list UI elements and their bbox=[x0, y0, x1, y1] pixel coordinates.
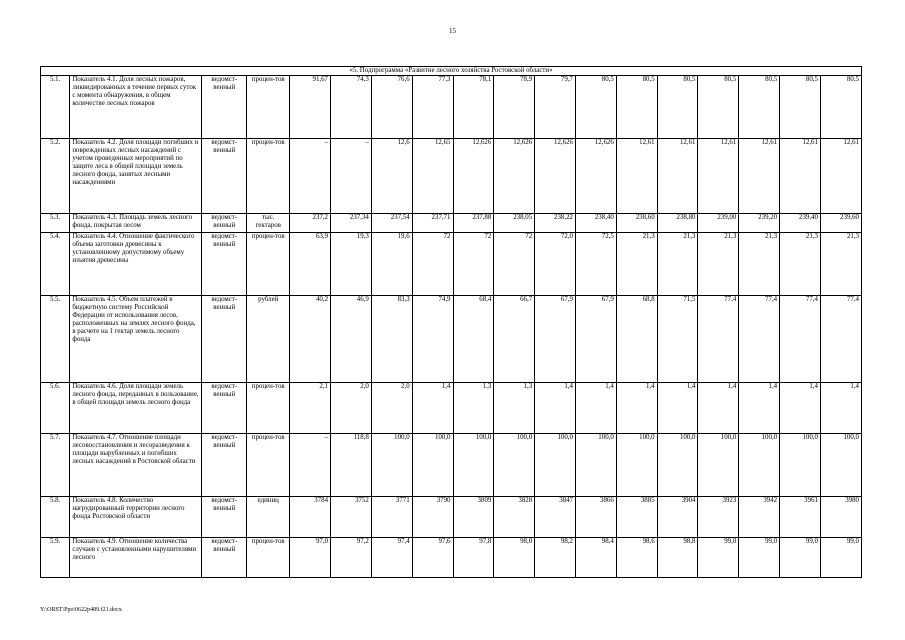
value-cell: 100,0 bbox=[739, 434, 780, 497]
value-cell: 74,3 bbox=[331, 76, 372, 139]
value-cell: 239,60 bbox=[820, 214, 861, 233]
value-cell: 1,3 bbox=[453, 383, 494, 434]
value-cell: 21,3 bbox=[698, 233, 739, 296]
indicators-table bbox=[40, 66, 862, 578]
row-number: 5.3. bbox=[41, 214, 70, 233]
value-cell: 77,3 bbox=[412, 76, 453, 139]
file-path-footer: Y:\ORST\Ppo\0622p489.f21.docx bbox=[40, 607, 122, 613]
value-cell: 3784 bbox=[290, 497, 331, 538]
indicator-name: Показатель 4.1. Доля лесных пожаров, ликвидированных в течение первых суток с момента обнаружения, в общем количестве лесных пожаров bbox=[70, 76, 202, 139]
value-cell: 3942 bbox=[739, 497, 780, 538]
value-cell: 74,9 bbox=[412, 296, 453, 383]
value-cell: 12,61 bbox=[698, 139, 739, 214]
value-cell: 98,8 bbox=[657, 538, 698, 578]
value-cell: 100,0 bbox=[698, 434, 739, 497]
value-cell: 3961 bbox=[780, 497, 821, 538]
value-cell: 99,0 bbox=[739, 538, 780, 578]
table-row bbox=[41, 76, 862, 139]
value-cell: 79,7 bbox=[535, 76, 576, 139]
value-cell: 66,7 bbox=[494, 296, 535, 383]
value-cell: 12,626 bbox=[575, 139, 616, 214]
indicator-name: Показатель 4.7. Отношение площади лесовосстановления и лесоразведения к площади вырубленных и погибших лесных насаждений в Ростовской области bbox=[70, 434, 202, 497]
value-cell: 83,3 bbox=[371, 296, 412, 383]
value-cell: 238,22 bbox=[535, 214, 576, 233]
value-cell: 40,2 bbox=[290, 296, 331, 383]
page-number: 15 bbox=[449, 27, 456, 35]
value-cell: – bbox=[290, 434, 331, 497]
value-cell: 99,0 bbox=[698, 538, 739, 578]
unit-of-measure: процен-тов bbox=[247, 538, 290, 578]
value-cell: 1,4 bbox=[739, 383, 780, 434]
value-cell: 3866 bbox=[575, 497, 616, 538]
value-cell: 12,6 bbox=[371, 139, 412, 214]
value-cell: 21,3 bbox=[657, 233, 698, 296]
value-cell: 46,9 bbox=[331, 296, 372, 383]
value-cell: 12,61 bbox=[739, 139, 780, 214]
value-cell: 80,5 bbox=[780, 76, 821, 139]
value-cell: 100,0 bbox=[371, 434, 412, 497]
value-cell: 78,9 bbox=[494, 76, 535, 139]
value-cell: 1,4 bbox=[820, 383, 861, 434]
table-row bbox=[41, 139, 862, 214]
value-cell: 63,9 bbox=[290, 233, 331, 296]
row-number: 5.2. bbox=[41, 139, 70, 214]
value-cell: 237,54 bbox=[371, 214, 412, 233]
value-cell: 12,65 bbox=[412, 139, 453, 214]
value-cell: 100,0 bbox=[535, 434, 576, 497]
table-row bbox=[41, 233, 862, 296]
value-cell: 100,0 bbox=[616, 434, 657, 497]
table-row bbox=[41, 434, 862, 497]
value-cell: 78,1 bbox=[453, 76, 494, 139]
value-cell: 237,88 bbox=[453, 214, 494, 233]
value-cell: 1,4 bbox=[616, 383, 657, 434]
data-source: ведомст-венный bbox=[202, 233, 247, 296]
value-cell: 80,5 bbox=[616, 76, 657, 139]
data-source: ведомст-венный bbox=[202, 497, 247, 538]
value-cell: – bbox=[331, 139, 372, 214]
indicator-name: Показатель 4.5. Объем платежей в бюджетную систему Российской Федерации от использования лесов, расположенных на землях лесного фонда, в расчете на 1 гектар земель лесного фонда bbox=[70, 296, 202, 383]
value-cell: 239,00 bbox=[698, 214, 739, 233]
table-row bbox=[41, 538, 862, 578]
value-cell: 76,6 bbox=[371, 76, 412, 139]
value-cell: 12,61 bbox=[657, 139, 698, 214]
table-row bbox=[41, 214, 862, 233]
unit-of-measure: процен-тов bbox=[247, 139, 290, 214]
value-cell: 100,0 bbox=[494, 434, 535, 497]
value-cell: 67,9 bbox=[575, 296, 616, 383]
value-cell: 1,4 bbox=[657, 383, 698, 434]
value-cell: 3885 bbox=[616, 497, 657, 538]
data-source: ведомст-венный bbox=[202, 296, 247, 383]
value-cell: 2,0 bbox=[371, 383, 412, 434]
row-number: 5.8. bbox=[41, 497, 70, 538]
value-cell: 100,0 bbox=[453, 434, 494, 497]
value-cell: 1,3 bbox=[494, 383, 535, 434]
unit-of-measure: единиц bbox=[247, 497, 290, 538]
value-cell: 68,4 bbox=[453, 296, 494, 383]
value-cell: 12,626 bbox=[453, 139, 494, 214]
value-cell: – bbox=[290, 139, 331, 214]
value-cell: 3847 bbox=[535, 497, 576, 538]
value-cell: 68,8 bbox=[616, 296, 657, 383]
value-cell: 91,67 bbox=[290, 76, 331, 139]
indicator-name: Показатель 4.6. Доля площади земель лесного фонда, переданных в пользование, в общей площади земель лесного фонда bbox=[70, 383, 202, 434]
indicator-name: Показатель 4.2. Доля площади погибших и поврежденных лесных насаждений с учетом проведенных мероприятий по защите леса в общей площади земель лесного фонда, занятых лесными насаждениями bbox=[70, 139, 202, 214]
row-number: 5.1. bbox=[41, 76, 70, 139]
value-cell: 71,5 bbox=[657, 296, 698, 383]
value-cell: 97,0 bbox=[290, 538, 331, 578]
value-cell: 98,0 bbox=[494, 538, 535, 578]
value-cell: 1,4 bbox=[780, 383, 821, 434]
value-cell: 118,8 bbox=[331, 434, 372, 497]
row-number: 5.7. bbox=[41, 434, 70, 497]
value-cell: 1,4 bbox=[535, 383, 576, 434]
data-source: ведомст-венный bbox=[202, 538, 247, 578]
data-source: ведомст-венный bbox=[202, 214, 247, 233]
value-cell: 77,4 bbox=[739, 296, 780, 383]
value-cell: 100,0 bbox=[780, 434, 821, 497]
unit-of-measure: процен-тов bbox=[247, 383, 290, 434]
value-cell: 238,05 bbox=[494, 214, 535, 233]
table-row bbox=[41, 383, 862, 434]
value-cell: 238,40 bbox=[575, 214, 616, 233]
row-number: 5.4. bbox=[41, 233, 70, 296]
value-cell: 3980 bbox=[820, 497, 861, 538]
value-cell: 21,3 bbox=[820, 233, 861, 296]
row-number: 5.5. bbox=[41, 296, 70, 383]
value-cell: 238,80 bbox=[657, 214, 698, 233]
value-cell: 77,4 bbox=[698, 296, 739, 383]
value-cell: 100,0 bbox=[575, 434, 616, 497]
value-cell: 3790 bbox=[412, 497, 453, 538]
indicator-name: Показатель 4.8. Количество нагрудированный территории лесного фонда Ростовской области bbox=[70, 497, 202, 538]
value-cell: 239,40 bbox=[780, 214, 821, 233]
value-cell: 100,0 bbox=[412, 434, 453, 497]
value-cell: 21,3 bbox=[616, 233, 657, 296]
table-row bbox=[41, 296, 862, 383]
value-cell: 100,0 bbox=[657, 434, 698, 497]
value-cell: 72 bbox=[494, 233, 535, 296]
row-number: 5.9. bbox=[41, 538, 70, 578]
value-cell: 12,61 bbox=[616, 139, 657, 214]
value-cell: 1,4 bbox=[575, 383, 616, 434]
value-cell: 99,0 bbox=[820, 538, 861, 578]
value-cell: 12,626 bbox=[494, 139, 535, 214]
value-cell: 2,1 bbox=[290, 383, 331, 434]
value-cell: 80,5 bbox=[739, 76, 780, 139]
data-source: ведомст-венный bbox=[202, 383, 247, 434]
value-cell: 19,6 bbox=[371, 233, 412, 296]
indicator-name: Показатель 4.9. Отношение количества случаев с установленными нарушителями лесного bbox=[70, 538, 202, 578]
unit-of-measure: тыс. гектаров bbox=[247, 214, 290, 233]
value-cell: 3828 bbox=[494, 497, 535, 538]
value-cell: 99,0 bbox=[780, 538, 821, 578]
data-source: ведомст-венный bbox=[202, 76, 247, 139]
value-cell: 237,71 bbox=[412, 214, 453, 233]
value-cell: 12,61 bbox=[780, 139, 821, 214]
value-cell: 12,61 bbox=[820, 139, 861, 214]
value-cell: 2,0 bbox=[331, 383, 372, 434]
section-header-row bbox=[41, 67, 862, 76]
section-title: «5. Подпрограмма «Развитие лесного хозяйства Ростовской области» bbox=[41, 67, 862, 76]
data-source: ведомст-венный bbox=[202, 139, 247, 214]
value-cell: 100,0 bbox=[820, 434, 861, 497]
value-cell: 21,3 bbox=[780, 233, 821, 296]
unit-of-measure: процен-тов bbox=[247, 76, 290, 139]
value-cell: 19,3 bbox=[331, 233, 372, 296]
value-cell: 80,5 bbox=[657, 76, 698, 139]
unit-of-measure: рублей bbox=[247, 296, 290, 383]
value-cell: 3904 bbox=[657, 497, 698, 538]
indicator-name: Показатель 4.4. Отношение фактического объема заготовки древесины к установленному допустимому объему изъятия древесины bbox=[70, 233, 202, 296]
value-cell: 3752 bbox=[331, 497, 372, 538]
unit-of-measure: процен-тов bbox=[247, 233, 290, 296]
value-cell: 97,8 bbox=[453, 538, 494, 578]
value-cell: 67,9 bbox=[535, 296, 576, 383]
table-row bbox=[41, 497, 862, 538]
value-cell: 1,4 bbox=[698, 383, 739, 434]
value-cell: 72 bbox=[453, 233, 494, 296]
value-cell: 238,60 bbox=[616, 214, 657, 233]
indicator-name: Показатель 4.3. Площадь земель лесного фонда, покрытая лесом bbox=[70, 214, 202, 233]
value-cell: 12,626 bbox=[535, 139, 576, 214]
value-cell: 72,5 bbox=[575, 233, 616, 296]
value-cell: 237,2 bbox=[290, 214, 331, 233]
value-cell: 98,6 bbox=[616, 538, 657, 578]
value-cell: 98,4 bbox=[575, 538, 616, 578]
value-cell: 97,4 bbox=[371, 538, 412, 578]
value-cell: 80,5 bbox=[575, 76, 616, 139]
value-cell: 239,20 bbox=[739, 214, 780, 233]
value-cell: 98,2 bbox=[535, 538, 576, 578]
data-source: ведомст-венный bbox=[202, 434, 247, 497]
value-cell: 97,2 bbox=[331, 538, 372, 578]
value-cell: 1,4 bbox=[412, 383, 453, 434]
value-cell: 77,4 bbox=[780, 296, 821, 383]
value-cell: 3771 bbox=[371, 497, 412, 538]
value-cell: 97,6 bbox=[412, 538, 453, 578]
value-cell: 237,34 bbox=[331, 214, 372, 233]
row-number: 5.6. bbox=[41, 383, 70, 434]
unit-of-measure: процен-тов bbox=[247, 434, 290, 497]
value-cell: 72,0 bbox=[535, 233, 576, 296]
value-cell: 80,5 bbox=[820, 76, 861, 139]
value-cell: 72 bbox=[412, 233, 453, 296]
value-cell: 3923 bbox=[698, 497, 739, 538]
value-cell: 3809 bbox=[453, 497, 494, 538]
value-cell: 80,5 bbox=[698, 76, 739, 139]
value-cell: 77,4 bbox=[820, 296, 861, 383]
value-cell: 21,3 bbox=[739, 233, 780, 296]
